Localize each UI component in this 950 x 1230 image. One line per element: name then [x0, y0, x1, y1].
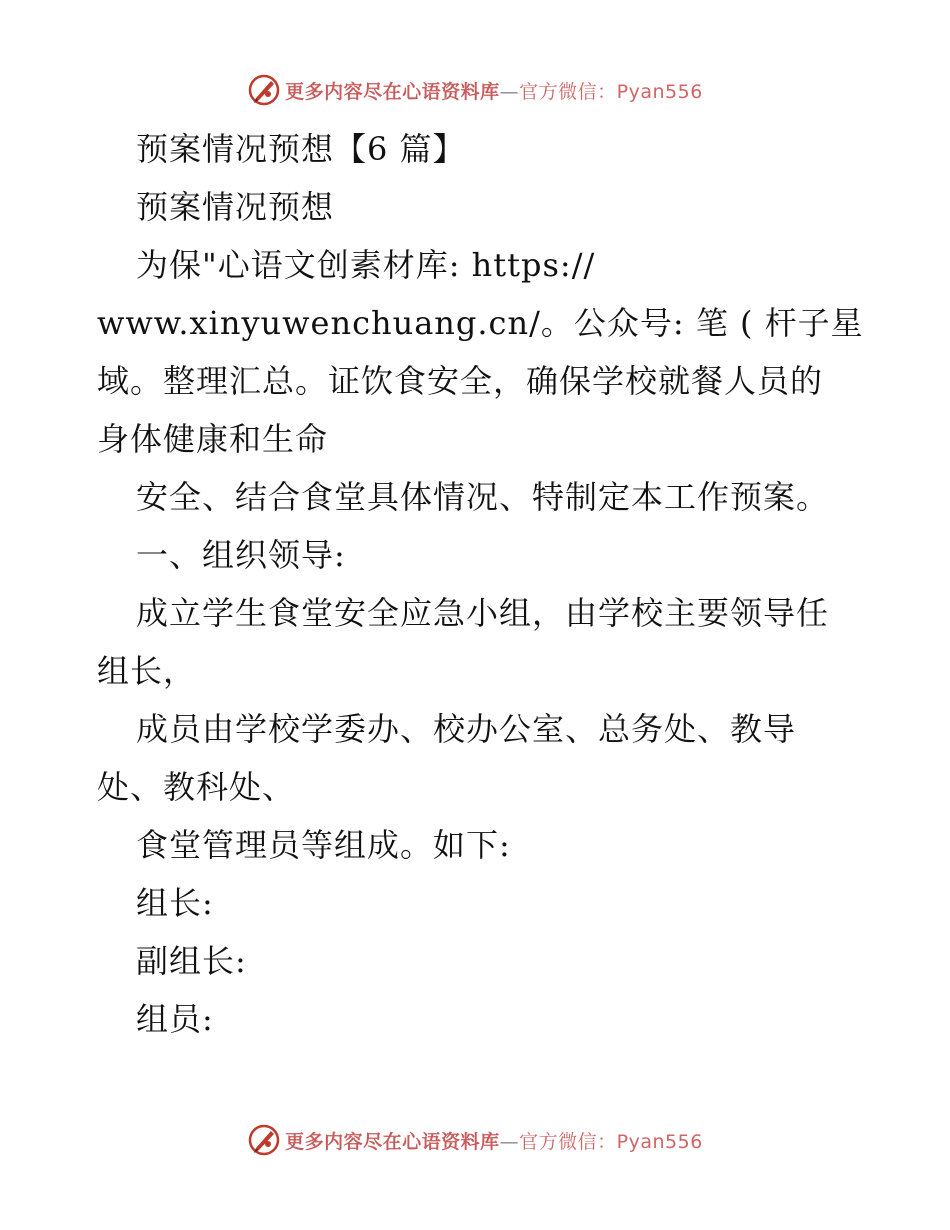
footer-banner [0, 1120, 950, 1160]
section-heading: 预案情况预想 [136, 188, 335, 226]
paragraph-line: 成立学生食堂安全应急小组，由学校主要领导任 [136, 594, 830, 632]
paragraph-line: www.xinyuwenchuang.cn/。公众号: 笔 ( 杆子星 [97, 304, 864, 342]
paragraph-line: 成员由学校学委办、校办公室、总务处、教导 [136, 710, 797, 748]
paragraph-line: 安全、结合食堂具体情况、特制定本工作预案。 [136, 478, 830, 516]
subsection-heading: 一、组织领导: [136, 536, 346, 574]
paragraph-line: 食堂管理员等组成。如下: [136, 826, 511, 864]
quill-logo-icon [247, 1123, 281, 1157]
document-body [97, 120, 864, 1048]
banner-wechat-text: 官方微信：Pyan556 [519, 80, 703, 103]
role-label-members: 组员: [136, 1000, 214, 1038]
role-label-leader: 组长: [136, 884, 214, 922]
paragraph-line: 组长， [97, 652, 197, 690]
paragraph-line: 处、教科处、 [97, 768, 296, 806]
paragraph-line: 为保"心语文创素材库: https:// [136, 246, 596, 284]
quill-logo-icon [247, 73, 281, 107]
paragraph-line: 身体健康和生命 [97, 420, 329, 458]
banner-main-text: 更多内容尽在心语资料库 [285, 80, 500, 103]
banner-wechat-text: 官方微信：Pyan556 [519, 1130, 703, 1153]
document-title: 预案情况预想【6 篇】 [136, 130, 466, 168]
header-banner [0, 70, 950, 110]
role-label-deputy: 副组长: [136, 942, 247, 980]
banner-dash: — [499, 80, 520, 103]
banner-dash: — [499, 1130, 520, 1153]
paragraph-line: 域。整理汇总。证饮食安全，确保学校就餐人员的 [97, 362, 824, 400]
banner-main-text: 更多内容尽在心语资料库 [285, 1130, 500, 1153]
